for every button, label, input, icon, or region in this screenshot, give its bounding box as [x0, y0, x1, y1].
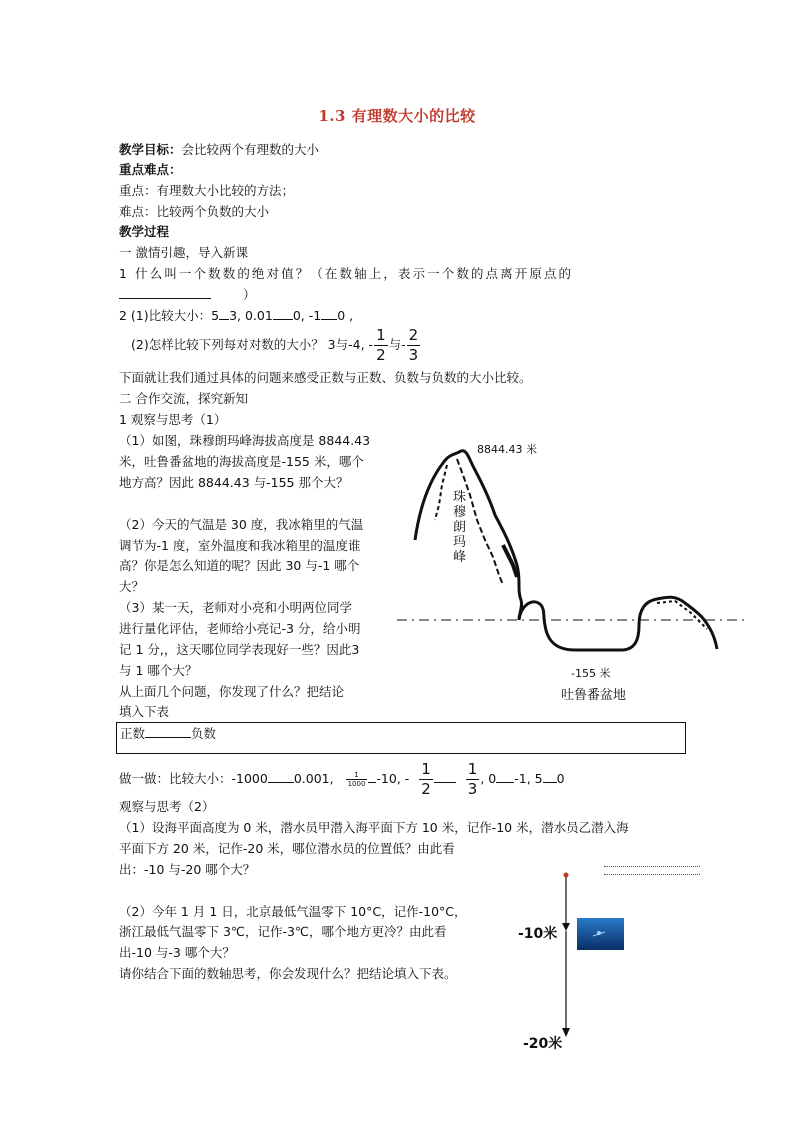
- peak-height-label: 8844.43 米: [477, 443, 537, 456]
- answer-blank[interactable]: [268, 770, 294, 783]
- sea-level-point: [564, 873, 569, 878]
- practice-text-b: 0.001,: [293, 771, 334, 786]
- numerator: 1: [467, 760, 478, 778]
- mountain-name-label: 珠穆朗玛峰: [453, 490, 467, 565]
- denominator: 2: [376, 346, 386, 364]
- practice-text-f: 0: [556, 771, 565, 786]
- positive-label: 正数: [120, 726, 146, 741]
- practice-text-e: -1, 5: [514, 771, 543, 786]
- answer-blank[interactable]: [219, 307, 229, 320]
- answer-blank[interactable]: [496, 770, 514, 783]
- numerator: 1: [421, 760, 431, 778]
- fraction: [466, 760, 480, 799]
- arrow-head: [562, 1028, 570, 1037]
- basin-depth-label: -155 米: [571, 667, 611, 680]
- numerator: 1: [376, 326, 386, 344]
- p4-line: 填入下表: [119, 704, 170, 719]
- p2-line: （2）今天的气温是 30 度，我冰箱里的气温: [119, 517, 364, 532]
- negative-label: 负数: [191, 726, 217, 741]
- practice-text-d: , 0: [480, 771, 497, 786]
- p2-line: 高？你是怎么知道的呢？因此 30 与-1 哪个: [119, 558, 360, 573]
- p1-line: （1）如图，珠穆朗玛峰海拔高度是 8844.43: [119, 433, 371, 448]
- basin-name-label: 吐鲁番盆地: [561, 688, 627, 703]
- difficult-point: 难点：比较两个负数的大小: [119, 204, 270, 219]
- section-2-heading: 二 合作交流，探究新知: [119, 391, 248, 406]
- question-1-line-2: [119, 285, 256, 304]
- basin-outline: [519, 597, 717, 650]
- question-2-part-2: [131, 326, 421, 365]
- practice-text-a: 做一做：比较大小：-1000: [119, 771, 268, 786]
- goal-label: 教学目标：: [119, 142, 182, 157]
- intro-line: 下面就让我们通过具体的问题来感受正数与正数、负数与负数的大小比较。: [119, 370, 532, 385]
- denominator: 2: [421, 780, 431, 798]
- p4-line: 从上面几个问题，你发现了什么？把结论: [119, 684, 345, 699]
- q4-line: 出-10 与-3 哪个大？: [119, 945, 235, 960]
- section-1-heading: 一 激情引趣，导入新课: [119, 245, 248, 260]
- q2a-text-2: 3, 0.01: [229, 308, 273, 323]
- answer-blank[interactable]: [145, 725, 191, 738]
- question-1-line-1: 1 什么叫一个数数的绝对值？（在数轴上，表示一个数的点离开原点的: [119, 266, 574, 281]
- q4-line: 请你结合下面的数轴思考，你会发现什么？把结论填入下表。: [119, 966, 457, 981]
- observe-heading-1: 1 观察与思考（1）: [119, 412, 227, 427]
- p2-line: 大？: [119, 579, 145, 594]
- fraction: [346, 771, 368, 788]
- q3-line: 平面下方 20 米，记作-20 米，哪位潜水员的位置低？由此看: [119, 841, 455, 856]
- denominator: 3: [467, 780, 478, 798]
- answer-blank[interactable]: [321, 307, 337, 320]
- p3-line: 与 1 哪个大？: [119, 663, 198, 678]
- answer-blank[interactable]: [273, 307, 293, 320]
- q2a-text-3: 0, -1: [292, 308, 322, 323]
- fraction: [419, 760, 433, 799]
- q2a-prefix: 2 (1)比较大小：5: [119, 308, 220, 323]
- denominator: 3: [408, 346, 419, 364]
- teaching-goal: [119, 140, 319, 159]
- p2-line: 调节为-1 度，室外温度和我冰箱里的温度谁: [119, 538, 361, 553]
- page-title: 1.3 有理数大小的比较: [318, 107, 476, 125]
- depth-label-10: -10米: [518, 926, 558, 942]
- observe-heading-2: 观察与思考（2）: [119, 799, 215, 814]
- dotted-line: [604, 866, 700, 867]
- answer-row: [120, 724, 216, 743]
- fraction: [374, 326, 388, 365]
- closing-paren: ）: [242, 287, 256, 302]
- answer-blank[interactable]: [543, 770, 557, 783]
- p3-line: （3）某一天，老师对小亮和小明两位同学: [119, 600, 352, 615]
- numerator: 2: [408, 326, 419, 344]
- answer-blank[interactable]: [119, 286, 211, 299]
- p3-line: 进行量化评估，老师给小亮记-3 分，给小明: [119, 621, 361, 636]
- denominator: 1000: [347, 780, 366, 788]
- mountain-figure: [395, 425, 755, 715]
- q2b-text: (2)怎样比较下列每对对数的大小？ 3与-4, -: [131, 337, 374, 352]
- process-label: 教学过程: [119, 224, 170, 239]
- practice-text-c: -10, -: [376, 771, 410, 786]
- q4-line: （2）今年 1 月 1 日，北京最低气温零下 10°C，记作-10°C，: [119, 904, 467, 919]
- goal-text: 会比较两个有理数的大小: [181, 142, 320, 157]
- depth-label-20: -20米: [523, 1036, 563, 1052]
- q3-line: （1）设海平面高度为 0 米，潜水员甲潜入海平面下方 10 米，记作-10 米，潜水员乙潜入海: [119, 820, 629, 835]
- q4-line: 浙江最低气温零下 3℃，记作-3℃，哪个地方更冷？由此看: [119, 924, 447, 939]
- key-point: 重点：有理数大小比较的方法；: [119, 183, 295, 198]
- depth-axis: [515, 868, 635, 1058]
- p3-line: 记 1 分,，这天哪位同学表现好一些？因此3: [119, 642, 360, 657]
- fraction: [407, 326, 421, 365]
- everest-outline: [415, 451, 522, 620]
- q3-line: 出：-10 与-20 哪个大？: [119, 862, 256, 877]
- q2a-text-4: 0 ,: [337, 308, 354, 323]
- arrow-head: [562, 923, 570, 931]
- p1-line: 米，吐鲁番盆地的海拔高度是-155 米，哪个: [119, 454, 364, 469]
- p1-line: 地方高？因此 8844.43 与-155 那个大？: [119, 475, 349, 490]
- question-2-part-1: [119, 306, 353, 325]
- numerator: 1: [346, 771, 368, 780]
- answer-blank[interactable]: [434, 770, 456, 783]
- key-label: 重点难点：: [119, 162, 182, 177]
- practice-line: [119, 760, 565, 799]
- q2b-mid: 与-: [388, 337, 406, 352]
